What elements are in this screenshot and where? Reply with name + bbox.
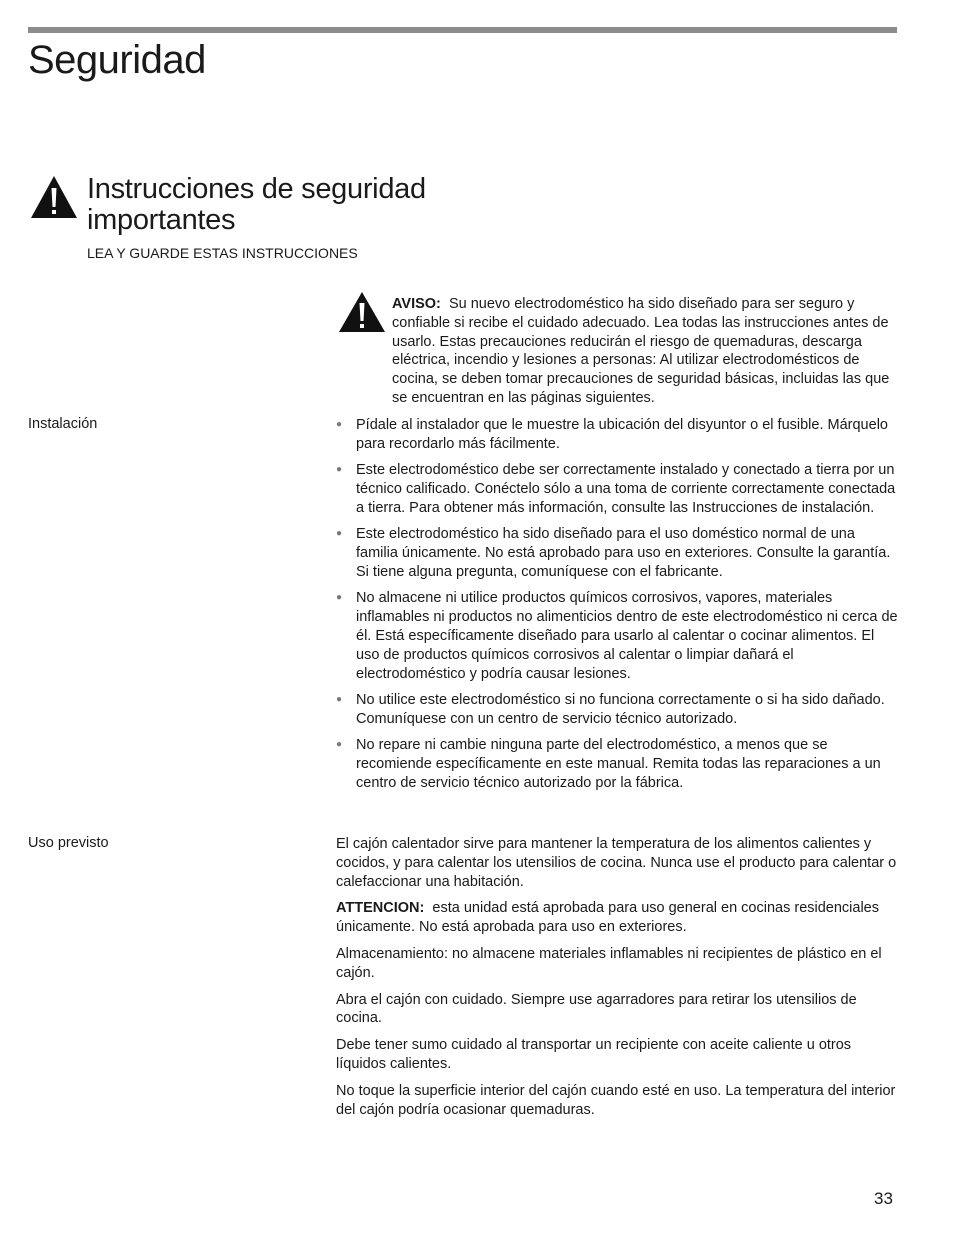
bullet-icon: ● — [336, 739, 343, 751]
uso-paragraph: Debe tener sumo cuidado al transportar un recipiente con aceite caliente u otros líquidos calientes. — [336, 1037, 852, 1072]
attencion-paragraph: ATTENCION: esta unidad está aprobada para uso general en cocinas residenciales únicamente. No está aprobada para uso en exteriores. — [336, 900, 879, 936]
bullet-icon: ● — [336, 592, 343, 604]
page-title: Seguridad — [28, 38, 206, 82]
uso-previsto-label: Uso previsto — [28, 835, 109, 851]
aviso-label: AVISO: — [392, 296, 441, 312]
section-subtitle: LEA Y GUARDE ESTAS INSTRUCCIONES — [87, 245, 358, 261]
instalacion-list — [336, 416, 899, 800]
list-item: ● No repare ni cambie ninguna parte del electrodoméstico, a menos que se recomiende específicamente en este manual. Remita todas las reparaciones a un centro de servicio técnico autorizado por la fábrica. — [336, 737, 881, 791]
warning-triangle-icon — [30, 175, 78, 219]
page-number: 33 — [874, 1189, 893, 1208]
uso-previsto-body — [336, 835, 899, 1127]
list-item: ● Pídale al instalador que le muestre la ubicación del disyuntor o el fusible. Márquelo para recordarlo más fácilmente. — [336, 417, 888, 452]
bullet-icon: ● — [336, 528, 343, 540]
section-title: Instrucciones de seguridad importantes — [87, 173, 426, 236]
instalacion-label: Instalación — [28, 416, 98, 432]
uso-paragraph: Almacenamiento: no almacene materiales inflamables ni recipientes de plástico en el cajón. — [336, 945, 882, 981]
bullet-icon: ● — [336, 694, 343, 706]
uso-paragraph: No toque la superficie interior del cajón cuando esté en uso. La temperatura del interior del cajón podría ocasionar quemaduras. — [336, 1082, 896, 1118]
list-item: ● No almacene ni utilice productos químicos corrosivos, vapores, materiales inflamables ni productos no alimenticios dentro de este electrodoméstico ni cerca de él. Está específicamente diseñado para usarlo al calentar o cocinar alimentos. El uso de productos químicos corrosivos al calentar o limpiar dañará el electrodoméstico y podría causar lesiones. — [336, 590, 898, 682]
aviso-text: Su nuevo electrodoméstico ha sido diseñado para ser seguro y confiable si recibe el cuidado adecuado. Lea todas las instrucciones antes de usarlo. Estas precauciones reducirán el riesgo de quemaduras, descarga eléctrica, incendio y lesiones a personas: Al utilizar electrodomésticos de cocina, se deben tomar precauciones de seguridad básicas, incluidas las que se encuentran en las páginas siguientes. — [392, 296, 890, 406]
list-item: ● No utilice este electrodoméstico si no funciona correctamente o si ha sido dañado. Comuníquese con un centro de servicio técnico autorizado. — [336, 692, 885, 727]
list-item: ● Este electrodoméstico debe ser correctamente instalado y conectado a tierra por un técnico calificado. Conéctelo sólo a una toma de corriente correctamente conectada a tierra. Para obtener más información, consulte las Instrucciones de instalación. — [336, 462, 896, 516]
warning-triangle-icon — [338, 291, 386, 333]
uso-paragraph: Abra el cajón con cuidado. Siempre use agarradores para retirar los utensilios de cocina. — [336, 991, 857, 1027]
list-item: ● Este electrodoméstico ha sido diseñado para el uso doméstico normal de una familia únicamente. No está aprobado para uso en exteriores. Consulte la garantía. Si tiene alguna pregunta, comuníquese con el fabricante. — [336, 526, 891, 580]
uso-paragraph: El cajón calentador sirve para mantener la temperatura de los alimentos calientes y cocidos, y para calentar los utensilios de cocina. Nunca use el producto para calentar o calefaccionar una habitación. — [336, 836, 897, 890]
aviso-notice — [392, 295, 897, 408]
bullet-icon: ● — [336, 464, 343, 476]
top-rule — [28, 27, 897, 33]
attencion-label: ATTENCION: — [336, 900, 425, 917]
bullet-icon: ● — [336, 419, 343, 430]
